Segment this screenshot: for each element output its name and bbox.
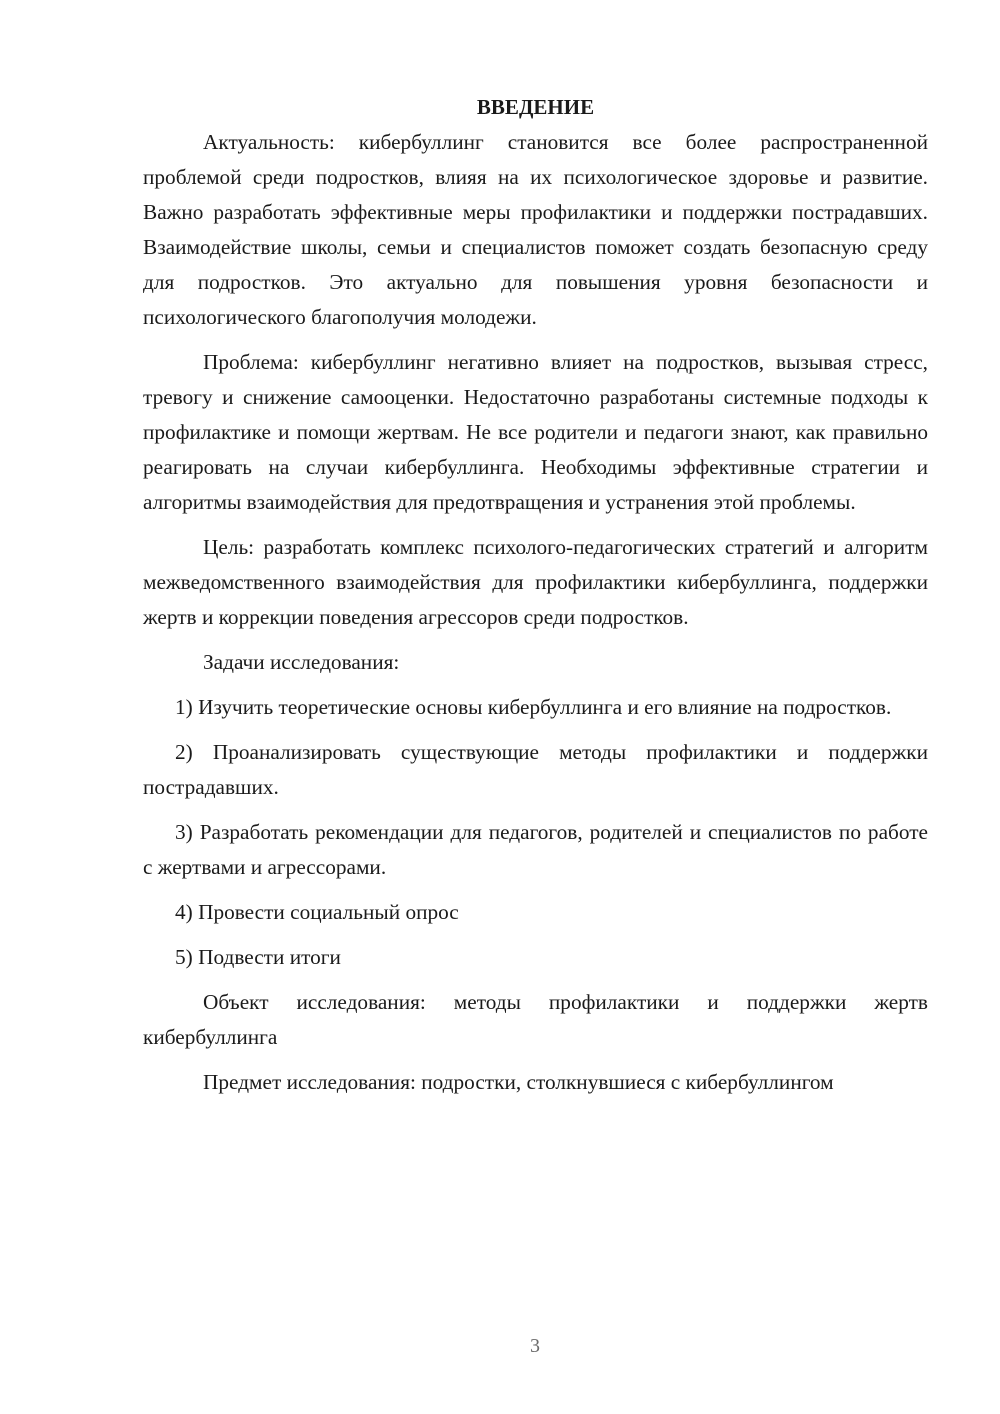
task-item-2: 2) Проанализировать существующие методы профилактики и поддержки пострадавших. [143,740,928,799]
subject-paragraph: Предмет исследования: подростки, столкнувшиеся с кибербуллингом [203,1070,834,1094]
object-paragraph: Объект исследования: методы профилактики и поддержки жертв кибербуллинга [143,990,928,1049]
page-title: ВВЕДЕНИЕ [476,95,595,119]
task-item-1: 1) Изучить теоретические основы кибербуллинга и его влияние на подростков. [175,695,892,719]
page-number: 3 [530,1335,540,1357]
task-item-5: 5) Подвести итоги [175,945,341,969]
problem-paragraph: Проблема: кибербуллинг негативно влияет на подростков, вызывая стресс, тревогу и снижение самооценки. Недостаточно разработаны системные подходы к профилактике и помощи жертвам. Не все родители и педагоги знают, как правильно реагировать на случаи кибербуллинга. Необходимы эффективные стратегии и алгоритмы взаимодействия для предотвращения и устранения этой проблемы. [143,350,928,514]
task-item-4: 4) Провести социальный опрос [175,900,459,924]
relevance-paragraph: Актуальность: кибербуллинг становится все более распространенной проблемой среди подростков, влияя на их психологическое здоровье и развитие. Важно разработать эффективные меры профилактики и поддержки пострадавших. Взаимодействие школы, семьи и специалистов поможет создать безопасную среду для подростков. Это актуально для повышения уровня безопасности и психологического благополучия молодежи. [143,130,928,329]
goal-paragraph: Цель: разработать комплекс психолого-педагогических стратегий и алгоритм межведомственного взаимодействия для профилактики кибербуллинга, поддержки жертв и коррекции поведения агрессоров среди подростков. [143,535,928,629]
tasks-heading: Задачи исследования: [203,650,400,674]
document-page [143,90,928,1110]
task-item-3: 3) Разработать рекомендации для педагогов, родителей и специалистов по работе с жертвами и агрессорами. [143,820,928,879]
